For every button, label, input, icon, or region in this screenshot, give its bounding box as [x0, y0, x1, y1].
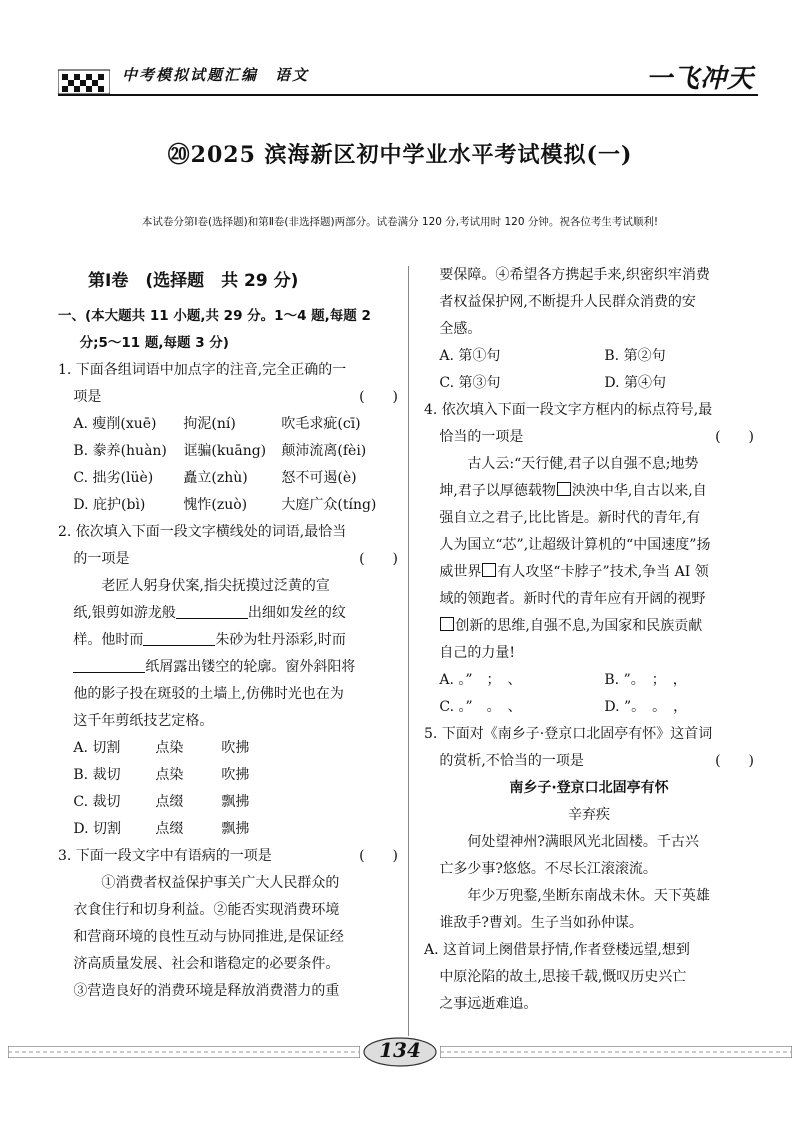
- q4-stem: 4. 依次填入下面一段文字方框内的标点符号,最: [424, 402, 713, 418]
- q4-passage-line: 坤,君子以厚德载物 泱泱中华,自古以来,自: [439, 483, 707, 499]
- q5-option-a: A. 这首词上阕借景抒情,作者登楼远望,想到: [424, 942, 690, 958]
- q2-option: A. 切割 点染 吹拂: [73, 740, 250, 756]
- column-divider: [408, 266, 409, 1036]
- q1-answer-paren: ( ): [359, 389, 398, 405]
- q3-option-row: C. 第③句 D. 第④句: [439, 375, 667, 391]
- punctuation-box: [440, 617, 454, 631]
- q3-passage-line: ③营造良好的消费环境是释放消费潜力的重: [73, 983, 340, 999]
- section-title: 第Ⅰ卷 (选择题 共 29 分): [88, 271, 299, 291]
- punctuation-box: [557, 482, 571, 496]
- q5-answer-paren: ( ): [715, 753, 754, 769]
- q2-option: B. 裁切 点染 吹拂: [73, 767, 250, 783]
- q3-options: [424, 343, 754, 397]
- q1-stem: 1. 下面各组词语中加点字的注音,完全正确的一: [58, 362, 347, 378]
- footer-pattern-left: [8, 1046, 360, 1058]
- q3-passage: [58, 870, 398, 1005]
- q3-passage-cont: [424, 262, 754, 343]
- poem-author: 辛弃疾: [568, 807, 610, 823]
- left-column: [58, 268, 398, 1005]
- poem-line: 亡多少事?悠悠。不尽长江滚滚流。: [439, 861, 657, 877]
- header-logo-text: 一飞冲天: [645, 64, 754, 94]
- q4-passage-line: 人为国立“芯”,让超级计算机的“中国速度”扬: [439, 537, 711, 553]
- q5-stem-cont: 的赏析,不恰当的一项是 ( ): [424, 748, 754, 775]
- q4-answer-paren: ( ): [715, 429, 754, 445]
- poem-title: 南乡子·登京口北固亭有怀: [509, 780, 669, 796]
- footer-pattern-right: [440, 1046, 792, 1058]
- q2-option: D. 切割 点缀 飘拂: [73, 821, 250, 837]
- poem-line: 年少万兜鍪,坐断东南战未休。天下英雄: [467, 888, 710, 904]
- q3-passage-line: 要保障。④希望各方携起手来,织密织牢消费: [439, 267, 710, 283]
- q3-passage-line: 和营商环境的良性互动与协同推进,是保证经: [73, 929, 344, 945]
- fill-blank: [143, 631, 215, 646]
- q4-passage-line: 威世界 有人攻坚“卡脖子”技术,争当 AI 领: [439, 564, 709, 580]
- q3-passage-line: 全感。: [439, 321, 482, 337]
- page-number: 134: [379, 1038, 421, 1062]
- q2-answer-paren: ( ): [359, 551, 398, 567]
- q2-stem: 2. 依次填入下面一段文字横线处的词语,最恰当: [58, 524, 347, 540]
- q3-passage-line: ①消费者权益保护事关广大人民群众的: [101, 875, 340, 891]
- poem-line: 谁敌手?曹刘。生子当如孙仲谋。: [439, 915, 643, 931]
- q4-option-row: A. 。” ； 、 B. ”。 ； ，: [439, 672, 687, 688]
- q1-stem-cont: 项是 ( ): [58, 384, 398, 411]
- q4-passage-line: 创新的思维,自强不息,为国家和民族贡献: [439, 613, 754, 640]
- q1-options: [58, 411, 398, 519]
- q1-option: A. 瘦削(xuē) 拘泥(ní) 吹毛求疵(cī): [73, 416, 361, 432]
- exam-intro: 本试卷分第Ⅰ卷(选择题)和第Ⅱ卷(非选择题)两部分。试卷满分 120 分,考试用时 120 分钟。祝各位考生考试顺利!: [141, 216, 659, 228]
- fill-blank: [73, 658, 145, 673]
- q2-passage-line: 样。他时而 朱砂为牡丹添彩,时而: [73, 632, 346, 648]
- q2-passage-line: 纸屑露出镂空的轮廓。窗外斜阳将: [73, 654, 398, 681]
- q2-options: [58, 735, 398, 843]
- section-desc-line: 一、(本大题共 11 小题,共 29 分。1～4 题,每题 2: [58, 308, 371, 324]
- fill-blank: [176, 604, 248, 619]
- q2-passage-line: 他的影子投在斑驳的土墙上,仿佛时光也在为: [73, 686, 344, 702]
- poem-body: [424, 829, 754, 937]
- q3-passage-line: 衣食住行和切身利益。②能否实现消费环境: [73, 902, 340, 918]
- exam-title: ⑳2025 滨海新区初中学业水平考试模拟(一): [167, 142, 633, 168]
- q5-option-a-cont: 中原沦陷的故土,思接千载,慨叹历史兴亡: [439, 969, 687, 985]
- q4-stem-cont: 恰当的一项是 ( ): [424, 424, 754, 451]
- q3-passage-line: 者权益保护网,不断提升人民群众消费的安: [439, 294, 696, 310]
- q3-answer-paren: ( ): [359, 848, 398, 864]
- q2-passage: [58, 573, 398, 735]
- header-checker-decoration: [58, 64, 110, 94]
- q2-passage-line: 这千年剪纸技艺定格。: [73, 713, 214, 729]
- q1-option: B. 豢养(huàn) 诓骗(kuāng) 颠沛流离(fèi): [73, 443, 367, 459]
- q4-passage-line: 古人云:“天行健,君子以自强不息;地势: [467, 456, 699, 472]
- header-series-title: 中考模拟试题汇编 语文: [122, 66, 310, 84]
- poem-line: 何处望神州?满眼风光北固楼。千古兴: [467, 834, 699, 850]
- q2-option: C. 裁切 点缀 飘拂: [73, 794, 250, 810]
- q4-passage: [424, 451, 754, 667]
- q4-option-row: C. 。” 。 、 D. ”。 。 ，: [439, 699, 688, 715]
- q4-passage-line: 域的领跑者。新时代的青年应有开阔的视野: [439, 591, 706, 607]
- q5-option-a-cont: 之事远逝难追。: [439, 996, 538, 1012]
- q1-option: D. 庇护(bì) 愧怍(zuò) 大庭广众(tíng): [73, 497, 377, 513]
- q2-stem-cont: 的一项是 ( ): [58, 546, 398, 573]
- q5-stem: 5. 下面对《南乡子·登京口北固亭有怀》这首词: [424, 726, 713, 742]
- q4-passage-line: 自己的力量!: [439, 645, 516, 661]
- q4-options: [424, 667, 754, 721]
- q3-option-row: A. 第①句 B. 第②句: [439, 348, 666, 364]
- section-desc-line: 分;5～11 题,每题 3 分): [79, 335, 229, 351]
- q2-passage-line: 纸,银剪如游龙般 出细如发丝的纹: [73, 605, 346, 621]
- punctuation-box: [482, 563, 496, 577]
- q1-option: C. 拙劣(lüè) 矗立(zhù) 怒不可遏(è): [73, 470, 357, 486]
- q3-stem: 3. 下面一段文字中有语病的一项是 ( ): [58, 843, 398, 870]
- right-column: [424, 262, 754, 1018]
- header-rule: [58, 94, 758, 96]
- q2-passage-line: 老匠人躬身伏案,指尖抚摸过泛黄的宣: [101, 578, 330, 594]
- q3-passage-line: 济高质量发展、社会和谐稳定的必要条件。: [73, 956, 340, 972]
- q4-passage-line: 强自立之君子,比比皆是。新时代的青年,有: [439, 510, 701, 526]
